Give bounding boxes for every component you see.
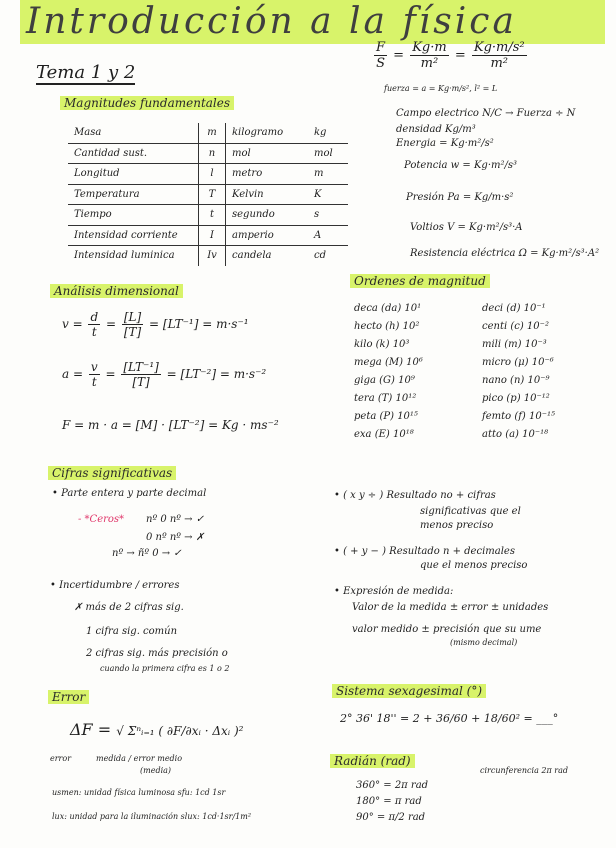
cifras-l1: • Parte entera y parte decimal: [52, 488, 207, 499]
magnitude-symbol: T: [199, 184, 226, 205]
derived-campo: Campo electrico N/C → Fuerza ÷ N: [396, 108, 576, 119]
magnitude-name: Longitud: [68, 164, 199, 185]
prefix-small: deci (d) 10⁻¹: [482, 303, 546, 314]
cifras-ceros: - *Ceros*: [78, 514, 125, 525]
force-formula: $\frac{F}{S}$ = $\frac{Kg\cdot m}{\text{m²}}$ = $\frac{\text{Kg·m/s²}}{\text{m²}}$: [376, 40, 525, 71]
error-heading: Error: [48, 690, 89, 704]
radian-row: 180° = π rad: [356, 796, 422, 807]
magnitude-name: Tiempo: [68, 205, 199, 226]
magnitude-abbr: mol: [308, 143, 348, 164]
ordenes-right: [482, 300, 555, 444]
cifras-r9: (mismo decimal): [450, 638, 518, 647]
error-formula: ΔF = √ Σⁿᵢ₌₁ ( ∂F/∂xᵢ · Δxᵢ )²: [70, 720, 244, 739]
cifras-heading: Cifras significativas: [48, 466, 176, 480]
cifras-r1: • ( x y ÷ ) Resultado no + cifras: [334, 490, 496, 501]
magnitude-unit: mol: [226, 143, 309, 164]
cifras-l9: cuando la primera cifra es 1 o 2: [100, 664, 230, 673]
prefix-small: atto (a) 10⁻¹⁸: [482, 429, 549, 440]
derived-presion: Presión Pa = Kg/m·s²: [406, 192, 514, 203]
magnitude-row: [68, 123, 348, 143]
cifras-r6: • Expresión de medida:: [334, 586, 454, 597]
prefix-small: centi (c) 10⁻²: [482, 321, 549, 332]
prefix-large: mega (M) 10⁶: [354, 357, 423, 368]
analisis-force: F = m · a = [M] · [LT⁻²] = Kg · ms⁻²: [62, 418, 279, 432]
prefix-large: giga (G) 10⁹: [354, 375, 415, 386]
magnitude-row: [68, 184, 348, 205]
cifras-r3: menos preciso: [420, 520, 494, 531]
magnitude-unit: kilogramo: [226, 123, 309, 143]
prefix-small: micro (μ) 10⁻⁶: [482, 357, 554, 368]
prefix-small: pico (p) 10⁻¹²: [482, 393, 550, 404]
cifras-l4: nº → ñº 0 → ✓: [112, 548, 182, 559]
radian-row: 90° = π/2 rad: [356, 812, 426, 823]
sexagesimal-expr: 2° 36' 18'' = 2 + 36/60 + 18/60² = ___°: [340, 712, 559, 725]
magnitude-symbol: t: [199, 205, 226, 226]
error-note2: medida / error medio: [96, 754, 183, 763]
page-title: Introducción a la física: [20, 0, 605, 44]
cifras-r2: significativas que el: [420, 506, 521, 517]
cifras-l8: 2 cifras sig. más precisión o: [86, 648, 228, 659]
magnitude-abbr: K: [308, 184, 348, 205]
prefix-large: tera (T) 10¹²: [354, 393, 417, 404]
magnitude-name: Intensidad corriente: [68, 225, 199, 246]
magnitude-abbr: A: [308, 225, 348, 246]
radian-row: 360° = 2π rad: [356, 780, 429, 791]
prefix-large: kilo (k) 10³: [354, 339, 410, 350]
derived-fuerza: fuerza = a = Kg·m/s², l² = L: [384, 84, 498, 93]
magnitude-unit: amperio: [226, 225, 309, 246]
prefix-large: hecto (h) 10²: [354, 321, 420, 332]
derived-voltios: Voltios V = Kg·m²/s³·A: [410, 222, 523, 233]
derived-energia: Energia = Kg·m²/s²: [396, 138, 494, 149]
magnitude-symbol: m: [199, 123, 226, 143]
magnitude-unit: Kelvin: [226, 184, 309, 205]
magnitude-abbr: cd: [314, 250, 327, 262]
magnitude-abbr: s: [308, 205, 348, 226]
error-line1: usmen: unidad física luminosa sfu: 1cd 1sr: [52, 788, 226, 797]
prefix-large: deca (da) 10¹: [354, 303, 422, 314]
magnitude-abbr: kg: [308, 123, 348, 143]
sexagesimal-heading: Sistema sexagesimal (°): [332, 684, 486, 698]
magnitude-name: Intensidad luminica: [74, 250, 175, 262]
derived-densidad: densidad Kg/m³: [396, 124, 476, 135]
prefix-small: nano (n) 10⁻⁹: [482, 375, 550, 386]
magnitudes-table: [68, 123, 348, 266]
magnitude-unit: segundo: [226, 205, 309, 226]
prefix-small: mili (m) 10⁻³: [482, 339, 547, 350]
ordenes-heading: Ordenes de magnitud: [350, 274, 490, 288]
analisis-velocity: v = $\frac{d}{t}$ = $\frac{[L]}{[T]}$ = [LT⁻¹] = m·s⁻¹: [62, 310, 249, 339]
magnitude-name: Cantidad sust.: [68, 143, 199, 164]
magnitude-name: Temperatura: [68, 184, 199, 205]
error-line2: lux: unidad para la iluminación slux: 1cd·1sr/1m²: [52, 812, 252, 821]
magnitude-symbol: n: [199, 143, 226, 164]
magnitude-row: [68, 225, 348, 246]
analisis-acceleration: a = $\frac{v}{t}$ = $\frac{\text{[LT⁻¹]}}{[T]}$ = [LT⁻²] = m·s⁻²: [62, 360, 267, 389]
magnitude-symbol: I: [199, 225, 226, 246]
cifras-l5: • Incertidumbre / errores: [50, 580, 180, 591]
prefix-large: peta (P) 10¹⁵: [354, 411, 418, 422]
error-note1: error: [50, 754, 72, 763]
cifras-l2: nº 0 nº → ✓: [146, 514, 205, 525]
radian-note: circunferencia 2π rad: [480, 766, 569, 775]
cifras-l6: ✗ más de 2 cifras sig.: [74, 602, 184, 613]
prefix-large: exa (E) 10¹⁸: [354, 429, 414, 440]
magnitude-row: [68, 246, 348, 266]
cifras-r5: que el menos preciso: [420, 560, 528, 571]
radian-heading: Radián (rad): [330, 754, 415, 768]
radian-rows: [356, 778, 428, 826]
magnitude-abbr: m: [308, 164, 348, 185]
cifras-r4: • ( + y − ) Resultado n + decimales: [334, 546, 515, 557]
magnitudes-heading: Magnitudes fundamentales: [60, 96, 234, 110]
derived-potencia: Potencia w = Kg·m²/s³: [404, 160, 518, 171]
analisis-heading: Análisis dimensional: [50, 284, 183, 298]
magnitude-row: [68, 205, 348, 226]
derived-resistencia: Resistencia eléctrica Ω = Kg·m²/s³·A²: [410, 248, 600, 259]
magnitude-row: [68, 143, 348, 164]
cifras-r7: Valor de la medida ± error ± unidades: [352, 602, 549, 613]
magnitude-name: Masa: [68, 123, 199, 143]
cifras-l3: 0 nº nº → ✗: [146, 532, 205, 543]
magnitude-row: [68, 164, 348, 185]
prefix-small: femto (f) 10⁻¹⁵: [482, 411, 556, 422]
magnitude-unit: candela: [226, 246, 309, 266]
error-note3: (media): [140, 766, 172, 775]
magnitude-unit: metro: [226, 164, 309, 185]
magnitude-symbol: Iv: [199, 246, 226, 266]
cifras-r8: valor medido ± precisión que su ume: [352, 624, 542, 635]
cifras-l7: 1 cifra sig. común: [86, 626, 178, 637]
magnitude-symbol: l: [199, 164, 226, 185]
ordenes-left: [354, 300, 423, 444]
topic-heading: Tema 1 y 2: [36, 62, 136, 83]
